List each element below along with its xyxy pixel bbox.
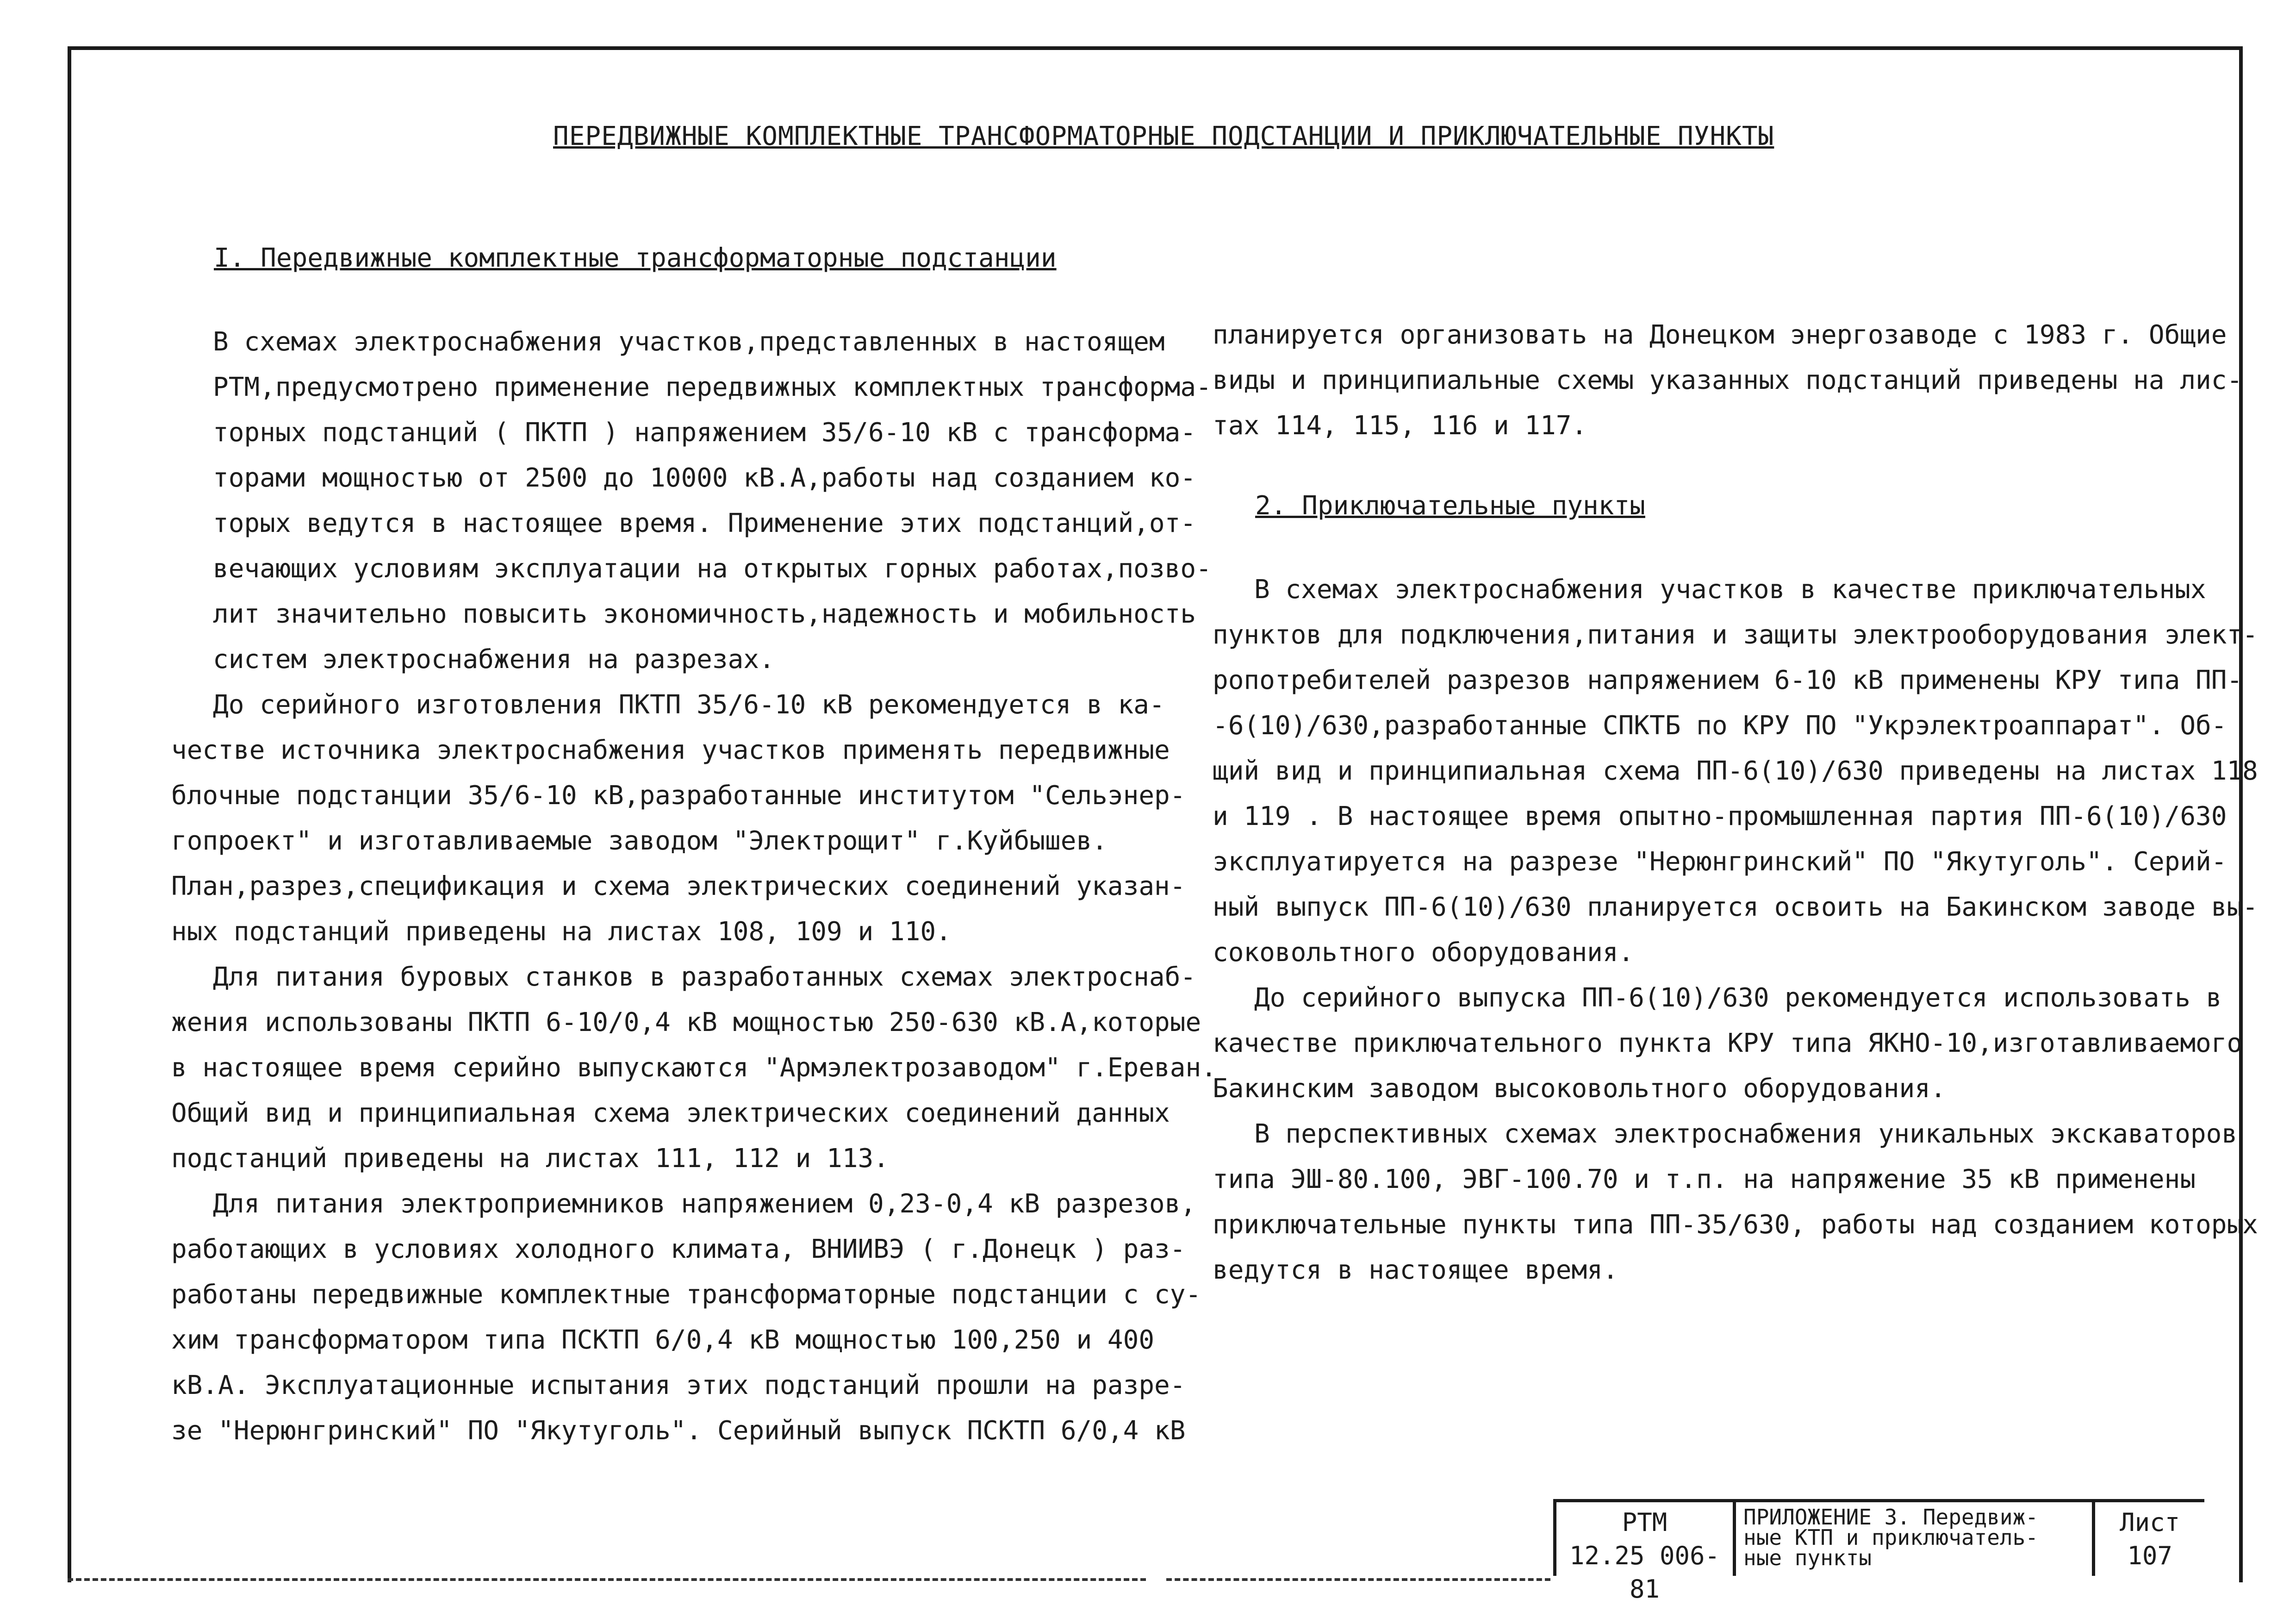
paragraph-1-1 <box>171 319 1212 682</box>
section-2-heading: 2. Приключательные пункты <box>1255 491 1645 521</box>
text-line: В схемах электроснабжения участков в качестве приключательных <box>1254 575 2206 605</box>
text-line: ропотребителей разрезов напряжением 6-10 кВ применены КРУ типа ПП- <box>1213 665 2243 695</box>
right-column <box>1213 567 2258 1293</box>
text-line: приключательные пункты типа ПП-35/630, работы над созданием которых <box>1213 1210 2258 1240</box>
text-line: хим трансформатором типа ПСКТП 6/0,4 кВ мощностью 100,250 и 400 <box>171 1325 1155 1355</box>
appendix-line-3: ные пункты <box>1743 1545 1872 1570</box>
text-line: торых ведутся в настоящее время. Применение этих подстанций,от- <box>213 508 1196 538</box>
bottom-rule-left <box>68 1578 1146 1581</box>
text-line: качестве приключательного пункта КРУ типа ЯКНО-10,изготавливаемого <box>1213 1028 2243 1058</box>
text-line: пунктов для подключения,питания и защиты электрооборудования элект- <box>1213 620 2258 650</box>
text-line: вечающих условиям эксплуатации на открытых горных работах,позво- <box>213 554 1212 584</box>
text-line: эксплуатируется на разрезе "Нерюнгринский" ПО "Якутуголь". Серий- <box>1213 847 2227 877</box>
title-block <box>1553 1499 2204 1604</box>
text-line: Общий вид и принципиальная схема электрических соединений данных <box>171 1098 1170 1128</box>
doc-code-line-2: 12.25 006-81 <box>1569 1541 1720 1604</box>
text-line: зе "Нерюнгринский" ПО "Якутуголь". Серийный выпуск ПСКТП 6/0,4 кВ <box>171 1416 1186 1446</box>
text-line: работаны передвижные комплектные трансформаторные подстанции с су- <box>171 1280 1201 1310</box>
text-line: планируется организовать на Донецком энергозаводе с 1983 г. Общие <box>1213 320 2227 350</box>
paragraph-1-3 <box>171 955 1217 1181</box>
bottom-rule-mid <box>1166 1578 1550 1581</box>
text-line: типа ЭШ-80.100, ЭВГ-100.70 и т.п. на напряжение 35 кВ применены <box>1213 1164 2196 1194</box>
paragraph-continued <box>1213 312 2243 449</box>
text-line: гопроект" и изготавливаемые заводом "Электрощит" г.Куйбышев. <box>171 826 1108 856</box>
text-line: систем электроснабжения на разрезах. <box>213 644 775 675</box>
section-1-heading: I. Передвижные комплектные трансформаторные подстанции <box>214 243 1057 273</box>
text-line: лит значительно повысить экономичность,надежность и мобильность <box>213 599 1196 629</box>
text-line: торных подстанций ( ПКТП ) напряжением 35/6-10 кВ с трансформа- <box>213 418 1196 448</box>
text-line: соковольтного оборудования. <box>1213 937 1634 968</box>
text-line: и 119 . В настоящее время опытно-промышленная партия ПП-6(10)/630 <box>1213 801 2227 831</box>
text-line: -6(10)/630,разработанные СПКТБ по КРУ ПО "Укрэлектроаппарат". Об- <box>1213 711 2227 741</box>
text-line: РТМ,предусмотрено применение передвижных комплектных трансформа- <box>213 372 1212 402</box>
paragraph-1-2 <box>171 682 1186 955</box>
text-line: в настоящее время серийно выпускаются "Армэлектрозаводом" г.Ереван. <box>171 1053 1217 1083</box>
doc-code-cell <box>1556 1502 1736 1604</box>
text-line: До серийного изготовления ПКТП 35/6-10 кВ рекомендуется в ка- <box>213 690 1165 720</box>
text-line: ведутся в настоящее время. <box>1213 1255 1618 1285</box>
left-column <box>171 319 1217 1454</box>
text-line: щий вид и принципиальная схема ПП-6(10)/630 приведены на листах 118 <box>1213 756 2258 786</box>
doc-code-line-1: РТМ <box>1622 1508 1668 1537</box>
paragraph-1-4 <box>171 1181 1201 1454</box>
sheet-label: Лист <box>2120 1508 2180 1537</box>
text-line: ный выпуск ПП-6(10)/630 планируется освоить на Бакинском заводе вы- <box>1213 892 2258 922</box>
text-line: работающих в условиях холодного климата, ВНИИВЭ ( г.Донецк ) раз- <box>171 1234 1186 1264</box>
text-line: План,разрез,спецификация и схема электрических соединений указан- <box>171 871 1186 901</box>
text-line: ных подстанций приведены на листах 108, 109 и 110. <box>171 917 952 947</box>
text-line: В схемах электроснабжения участков,представленных в настоящем <box>213 327 1165 357</box>
appendix-cell <box>1736 1502 2095 1576</box>
text-line: жения использованы ПКТП 6-10/0,4 кВ мощностью 250-630 кВ.А,которые <box>171 1007 1201 1037</box>
text-line: Бакинским заводом высоковольтного оборудования. <box>1213 1074 1946 1104</box>
appendix-line-1: ПРИЛОЖЕНИЕ 3. Передвиж- <box>1743 1505 2039 1530</box>
right-column-top <box>1213 312 2243 449</box>
text-line: кВ.А. Эксплуатационные испытания этих подстанций прошли на разре- <box>171 1370 1186 1400</box>
text-line: виды и принципиальные схемы указанных подстанций приведены на лис- <box>1213 365 2243 395</box>
text-line: Для питания буровых станков в разработанных схемах электроснаб- <box>213 962 1196 992</box>
paragraph-2-2 <box>1213 975 2243 1112</box>
sheet-number: 107 <box>2127 1541 2172 1570</box>
text-line: подстанций приведены на листах 111, 112 и 113. <box>171 1143 889 1174</box>
appendix-line-2: ные КТП и приключатель- <box>1743 1525 2039 1550</box>
document-title: ПЕРЕДВИЖНЫЕ КОМПЛЕКТНЫЕ ТРАНСФОРМАТОРНЫЕ ПОДСТАНЦИИ И ПРИКЛЮЧАТЕЛЬНЫЕ ПУНКТЫ <box>553 121 1774 151</box>
text-line: блочные подстанции 35/6-10 кВ,разработанные институтом "Сельэнер- <box>171 781 1186 811</box>
text-line: Для питания электроприемников напряжением 0,23-0,4 кВ разрезов, <box>213 1189 1196 1219</box>
text-line: честве источника электроснабжения участков применять передвижные <box>171 735 1170 765</box>
paragraph-2-3 <box>1213 1112 2258 1293</box>
text-line: тах 114, 115, 116 и 117. <box>1213 411 1587 441</box>
sheet-cell <box>2095 1502 2204 1576</box>
paragraph-2-1 <box>1213 567 2258 975</box>
text-line: До серийного выпуска ПП-6(10)/630 рекомендуется использовать в <box>1254 983 2222 1013</box>
text-line: торами мощностью от 2500 до 10000 кВ.А,работы над созданием ко- <box>213 463 1196 493</box>
text-line: В перспективных схемах электроснабжения уникальных экскаваторов <box>1254 1119 2238 1149</box>
